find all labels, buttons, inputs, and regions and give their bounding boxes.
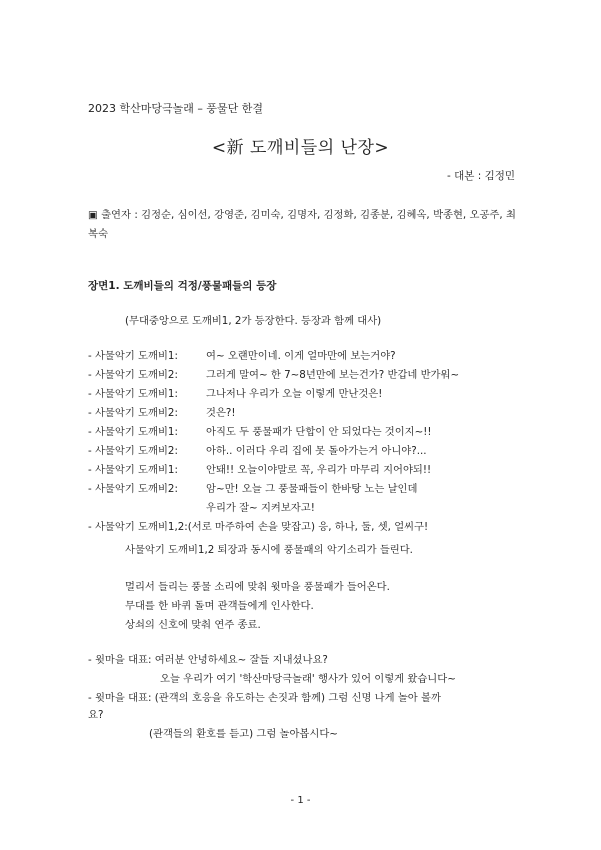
dialogue-speaker: - 사물악기 도깨비2:	[88, 407, 178, 419]
leader-line: 오늘 우리가 여기 '학산마당극놀래' 행사가 있어 이렇게 왔습니다~	[160, 673, 456, 685]
dialogue-line	[88, 425, 432, 439]
dialogue-line	[88, 368, 460, 382]
stage-direction-exit: 사물악기 도깨비1,2 퇴장과 동시에 풍물패의 악기소리가 들린다.	[125, 544, 413, 556]
cast-list: ▣ 출연자 : 김정순, 심이선, 강영준, 김미숙, 김명자, 김정화, 김종분, 김혜옥, 박종현, 오공주, 최복숙	[88, 209, 516, 240]
document-title: <新 도깨비들의 난장>	[211, 138, 390, 158]
document-subtitle: 2023 학산마당극놀래 – 풍물단 한결	[88, 102, 263, 115]
leader-line: 요?	[88, 709, 104, 721]
stage-direction-line: 무대를 한 바퀴 돌며 관객들에게 인사한다.	[125, 600, 314, 612]
dialogue-line	[88, 444, 427, 458]
leader-line: (관객들의 환호를 듣고) 그럼 놀아봅시다~	[149, 728, 338, 740]
dialogue-text: 아직도 두 풍물패가 단합이 안 되었다는 것이지~!!	[206, 426, 432, 438]
page-number: - 1 -	[290, 795, 311, 806]
dialogue-text: 여~ 오랜만이네. 이게 얼마만에 보는거야?	[206, 350, 396, 362]
dialogue-text: 것은?!	[206, 407, 236, 419]
dialogue-text: 그나저나 우리가 오늘 이렇게 만난것은!	[206, 388, 383, 400]
stage-direction-line: 상쇠의 신호에 맞춰 연주 종료.	[125, 619, 261, 631]
dialogue-line	[88, 406, 236, 420]
dialogue-line	[88, 349, 396, 363]
dialogue-speaker: - 사물악기 도깨비1:	[88, 464, 178, 476]
dialogue-text: 그러게 말여~ 한 7~8년만에 보는건가? 반갑네 반가워~	[206, 369, 460, 381]
dialogue-text: 안돼!! 오늘이야말로 꼭, 우리가 마무리 지어야되!!	[206, 464, 432, 476]
dialogue-speaker: - 사물악기 도깨비2:	[88, 483, 178, 495]
stage-direction-entrance: (무대중앙으로 도깨비1, 2가 등장한다. 등장과 함께 대사)	[125, 315, 382, 327]
dialogue-speaker: - 사물악기 도깨비2:	[88, 445, 178, 457]
dialogue-text: 아하.. 이러다 우리 집에 못 돌아가는거 아니야?...	[206, 445, 427, 457]
stage-direction-line: 멀리서 들리는 풍물 소리에 맞춰 윗마을 풍물패가 들어온다.	[125, 581, 390, 593]
dialogue-continuation: 우리가 잘~ 지켜보자고!	[206, 502, 315, 514]
dialogue-together: - 사물악기 도깨비1,2:(서로 마주하여 손을 맞잡고) 응, 하나, 둘, 셋, 얼씨구!	[88, 521, 429, 533]
dialogue-line	[88, 482, 418, 496]
dialogue-speaker: - 사물악기 도깨비1:	[88, 350, 178, 362]
dialogue-speaker: - 사물악기 도깨비1:	[88, 426, 178, 438]
dialogue-line	[88, 463, 432, 477]
dialogue-line	[88, 387, 383, 401]
author-credit: - 대본 : 김정민	[446, 170, 515, 182]
scene-heading: 장면1. 도깨비들의 걱정/풍물패들의 등장	[88, 280, 277, 292]
dialogue-text: 암~만! 오늘 그 풍물패들이 한바탕 노는 날인데	[206, 483, 418, 495]
dialogue-speaker: - 사물악기 도깨비1:	[88, 388, 178, 400]
dialogue-speaker: - 사물악기 도깨비2:	[88, 369, 178, 381]
leader-line: - 윗마을 대표: (관객의 호응을 유도하는 손짓과 함께) 그럼 신명 나게 놀아 볼까	[88, 692, 441, 704]
leader-line: - 윗마을 대표: 여러분 안녕하세요~ 잘들 지내셨나요?	[88, 654, 328, 666]
